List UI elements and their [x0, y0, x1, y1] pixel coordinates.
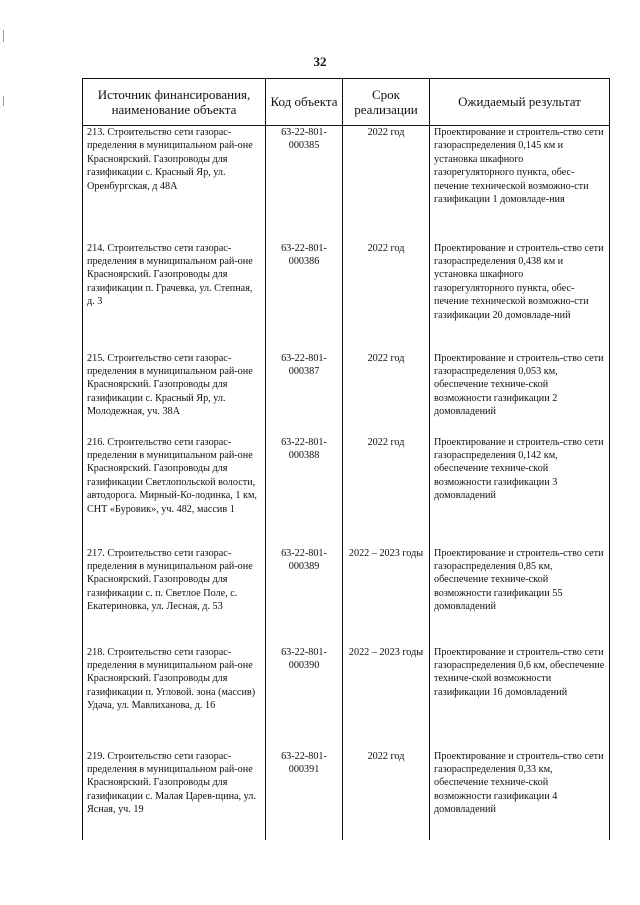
page-number: 32	[313, 54, 327, 69]
row-term: 2022 год	[343, 436, 430, 547]
header-code: Код объекта	[266, 79, 343, 126]
table-row	[83, 352, 610, 436]
row-expected-result: Проектирование и строитель-ство сети газораспределения 0,053 км, обеспечение техниче-ской возможности газификации 2 домовладений	[430, 352, 610, 436]
scan-artifact-line	[3, 96, 4, 106]
table-row	[83, 126, 610, 242]
row-object-name: 216. Строительство сети газорас-пределения в муниципальном рай-оне Красноярский. Газопроводы для газификации Светлопольской волости, автодорога. Мирный-Ко-лодинка, 1 км, СНТ «Буровик», уч. 482, массив 1	[83, 436, 266, 547]
row-term: 2022 год	[343, 750, 430, 840]
row-object-code: 63-22-801-000391	[266, 750, 343, 840]
row-object-code: 63-22-801-000387	[266, 352, 343, 436]
financing-table	[82, 78, 610, 840]
row-object-name: 213. Строительство сети газорас-пределения в муниципальном рай-оне Красноярский. Газопроводы для газификации с. Красный Яр, ул. Оренбургская, д 48А	[83, 126, 266, 242]
row-object-code: 63-22-801-000390	[266, 646, 343, 750]
row-object-code: 63-22-801-000386	[266, 242, 343, 352]
table-row	[83, 646, 610, 750]
header-result: Ожидаемый результат	[430, 79, 610, 126]
table-header-row	[83, 79, 610, 126]
row-expected-result: Проектирование и строитель-ство сети газораспределения 0,142 км, обеспечение техниче-ской возможности газификации 3 домовладений	[430, 436, 610, 547]
row-object-code: 63-22-801-000385	[266, 126, 343, 242]
row-term: 2022 – 2023 годы	[343, 547, 430, 646]
row-object-code: 63-22-801-000389	[266, 547, 343, 646]
header-term: Срок реализации	[343, 79, 430, 126]
row-expected-result: Проектирование и строитель-ство сети газораспределения 0,145 км и установка шкафного газорегуляторного пункта, обес-печение технической возможно-сти газификации 1 домовладе-ния	[430, 126, 610, 242]
row-object-name: 215. Строительство сети газорас-пределения в муниципальном рай-оне Красноярский. Газопроводы для газификации с. Красный Яр, ул. Молодежная, уч. 38А	[83, 352, 266, 436]
row-term: 2022 год	[343, 126, 430, 242]
row-object-code: 63-22-801-000388	[266, 436, 343, 547]
row-expected-result: Проектирование и строитель-ство сети газораспределения 0,85 км, обеспечение техниче-ской возможности газификации 55 домовладений	[430, 547, 610, 646]
table-row	[83, 547, 610, 646]
row-term: 2022 – 2023 годы	[343, 646, 430, 750]
row-object-name: 217. Строительство сети газорас-пределения в муниципальном рай-оне Красноярский. Газопроводы для газификации с. п. Светлое Поле, с. Екатериновка, ул. Лесная, д. 53	[83, 547, 266, 646]
row-object-name: 214. Строительство сети газорас-пределения в муниципальном рай-оне Красноярский. Газопроводы для газификации п. Грачевка, ул. Степная, д. 3	[83, 242, 266, 352]
row-expected-result: Проектирование и строитель-ство сети газораспределения 0,6 км, обеспечение техниче-ской возможности газификации 16 домовладений	[430, 646, 610, 750]
row-expected-result: Проектирование и строитель-ство сети газораспределения 0,438 км и установка шкафного газорегуляторного пункта, обес-печение технической возможно-сти газификации 20 домовладе-ний	[430, 242, 610, 352]
row-object-name: 218. Строительство сети газорас-пределения в муниципальном рай-оне Красноярский. Газопроводы для газификации п. Угловой. зона (массив) Удача, ул. Мавлиханова, д. 16	[83, 646, 266, 750]
row-object-name: 219. Строительство сети газорас-пределения в муниципальном рай-оне Красноярский. Газопроводы для газификации с. Малая Царев-щина, ул. Ясная, уч. 19	[83, 750, 266, 840]
row-term: 2022 год	[343, 242, 430, 352]
header-source: Источник финансирования, наименование объекта	[83, 79, 266, 126]
table-row	[83, 750, 610, 840]
scan-artifact-line	[3, 30, 4, 42]
table-row	[83, 242, 610, 352]
row-term: 2022 год	[343, 352, 430, 436]
table-row	[83, 436, 610, 547]
row-expected-result: Проектирование и строитель-ство сети газораспределения 0,33 км, обеспечение техниче-ской возможности газификации 4 домовладений	[430, 750, 610, 840]
